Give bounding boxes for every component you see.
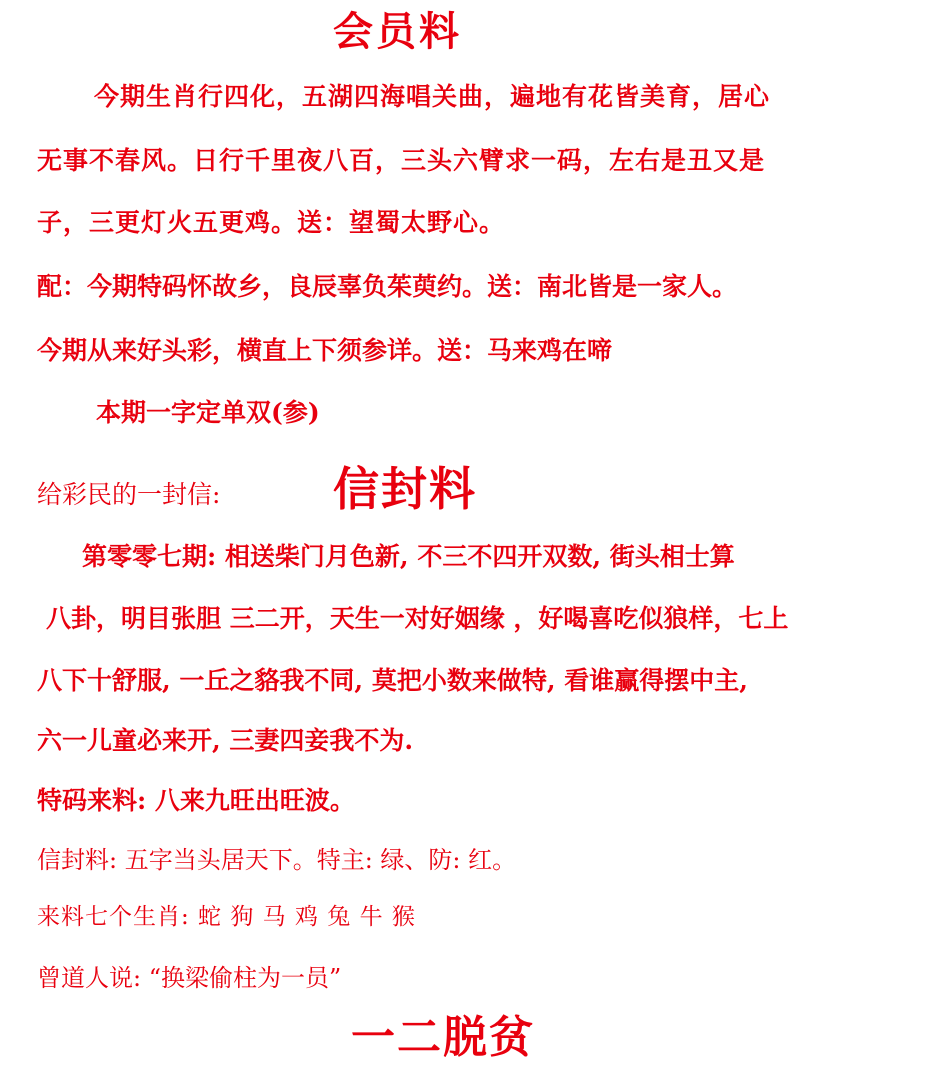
letter-text-line-7: 来料七个生肖: 蛇 狗 马 鸡 兔 牛 猴 <box>37 904 416 930</box>
letter-label: 给彩民的一封信: <box>37 480 221 509</box>
letter-text-line-4: 六一儿童必来开, 三妻四妾我不为. <box>37 726 414 755</box>
title-footer: 一二脱贫 <box>351 1012 535 1063</box>
letter-text-line-2: 八卦，明目张胆 三二开，天生一对好姻缘 ，好喝喜吃似狼样，七上 <box>46 604 789 633</box>
member-text-line-1: 今期生肖行四化，五湖四海唱关曲，遍地有花皆美育，居心 <box>94 82 771 111</box>
member-text-line-2: 无事不春风。日行千里夜八百，三头六臂求一码，左右是丑又是 <box>37 146 766 175</box>
title-member: 会员料 <box>333 8 462 55</box>
member-text-line-6: 本期一字定单双(参) <box>96 398 320 427</box>
letter-text-line-1: 第零零七期: 相送柴门月色新, 不三不四开双数, 街头相士算 <box>82 542 735 571</box>
letter-text-line-6: 信封料: 五字当头居天下。特主: 绿、防: 红。 <box>37 846 517 874</box>
title-letter: 信封料 <box>333 462 477 516</box>
member-text-line-3: 子，三更灯火五更鸡。送：望蜀太野心。 <box>37 208 506 237</box>
letter-text-line-3: 八下十舒服, 一丘之貉我不同, 莫把小数来做特, 看谁赢得摆中主, <box>37 666 748 695</box>
letter-text-line-8: 曾道人说: “换梁偷柱为一员” <box>37 964 342 992</box>
member-text-line-4: 配：今期特码怀故乡，良辰辜负茱萸约。送：南北皆是一家人。 <box>37 272 738 301</box>
letter-text-line-5: 特码来料: 八来九旺出旺波。 <box>37 786 355 815</box>
member-text-line-5: 今期从来好头彩，横直上下须参详。送：马来鸡在啼 <box>37 336 613 365</box>
